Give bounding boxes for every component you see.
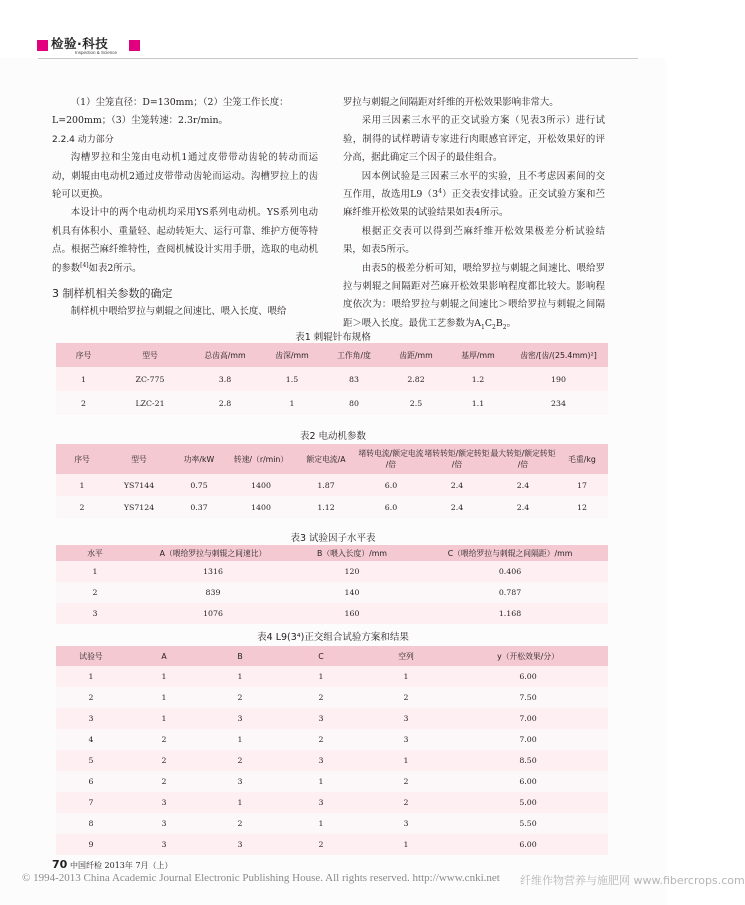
journal-section-subtitle: Inspection & Science <box>75 50 118 55</box>
table-cell: 9 <box>56 834 126 855</box>
table-cell: ZC-775 <box>111 367 189 391</box>
table-header: C（喂给罗拉与刺辊之间隔距）/mm <box>412 545 608 561</box>
section-heading: 3 制样机相关参数的确定 <box>52 287 173 301</box>
table-cell: 1.5 <box>261 367 323 391</box>
header-square-left <box>37 40 48 51</box>
table3-caption: 表3 试验因子水平表 <box>290 533 376 544</box>
table-cell: 2 <box>364 771 448 792</box>
table-row <box>56 834 608 855</box>
table-cell: 1076 <box>134 603 292 624</box>
table-cell: 3 <box>202 834 278 855</box>
table-cell: 3 <box>278 708 364 729</box>
table-cell: YS7124 <box>108 496 170 518</box>
table-cell: 140 <box>292 582 412 603</box>
paragraph: 采用三因素三水平的正交试验方案（见表3所示）进行试验，制得的试样聘请专家进行肉眼感官评定，开松效果好的评分高，据此确定三个因子的最佳组合。 <box>343 115 605 164</box>
table-header: A <box>126 646 202 666</box>
table-cell: 2 <box>56 582 134 603</box>
table-cell: 2 <box>126 771 202 792</box>
table2-caption: 表2 电动机参数 <box>299 431 367 442</box>
table-cell: 1 <box>278 771 364 792</box>
table-header: C <box>278 646 364 666</box>
table-cell: 3 <box>56 708 126 729</box>
table-header-row <box>56 545 608 561</box>
table-cell: 2 <box>364 687 448 708</box>
table-cell: 83 <box>323 367 385 391</box>
table-cell: 839 <box>134 582 292 603</box>
table-header-row <box>56 646 608 666</box>
table-row <box>56 474 608 496</box>
table-header: y（开松效果/分） <box>448 646 608 666</box>
table-cell: 2 <box>56 391 111 415</box>
table-cell: 1 <box>56 561 134 582</box>
table-cell: 1 <box>202 792 278 813</box>
table-cell: 7 <box>56 792 126 813</box>
table-header: B（喂入长度）/mm <box>292 545 412 561</box>
table-cell: 2.4 <box>424 474 490 496</box>
table-cell: 5.00 <box>448 792 608 813</box>
table-header: 工作角/度 <box>323 343 385 367</box>
table-cell: 3 <box>56 603 134 624</box>
table-cell: 2 <box>202 813 278 834</box>
table-header: 额定电流/A <box>294 444 358 474</box>
table4-caption: 表4 L9(3⁴)正交组合试验方案和结果 <box>257 632 409 643</box>
table-row <box>56 750 608 771</box>
table-cell: 2.4 <box>490 496 556 518</box>
paragraph: 罗拉与刺辊之间隔距对纤维的开松效果影响非常大。 <box>343 97 559 108</box>
paragraph: L=200mm；（3）尘笼转速：2.3r/min。 <box>52 115 228 127</box>
table-cell: 2.82 <box>385 367 447 391</box>
table-header: 空列 <box>364 646 448 666</box>
table-cell: 8 <box>56 813 126 834</box>
table-row <box>56 792 608 813</box>
table-row <box>56 496 608 518</box>
table-cell: 1 <box>126 687 202 708</box>
table-header: 基厚/mm <box>447 343 509 367</box>
table-cell: 5.50 <box>448 813 608 834</box>
table-cell: 1 <box>261 391 323 415</box>
table-cell: 80 <box>323 391 385 415</box>
table-cell: 2.4 <box>490 474 556 496</box>
table-cell: 3 <box>126 813 202 834</box>
table-cell: 1 <box>56 666 126 687</box>
table-cell: 2 <box>364 792 448 813</box>
table-row <box>56 771 608 792</box>
table-cell: 3 <box>364 813 448 834</box>
paragraph: （1）尘笼直径：D=130mm；（2）尘笼工作长度： <box>70 97 289 108</box>
table-cell: 2.4 <box>424 496 490 518</box>
table-row <box>56 603 608 624</box>
table-row <box>56 582 608 603</box>
right-column <box>343 94 605 333</box>
table-cell: 3 <box>202 708 278 729</box>
table-cell: 1.12 <box>294 496 358 518</box>
table-cell: 1 <box>202 666 278 687</box>
table-cell: 2 <box>202 687 278 708</box>
table-cell: 5 <box>56 750 126 771</box>
table-cell: 3 <box>126 834 202 855</box>
paragraph: 制样机中喂给罗拉与刺辊之间速比、喂入长度、喂给 <box>70 306 287 318</box>
table-header: 堵转电流/额定电流 /倍 <box>358 444 424 474</box>
table-cell: 1 <box>126 708 202 729</box>
table-row <box>56 813 608 834</box>
table-cell: 234 <box>509 391 608 415</box>
table-header: 试验号 <box>56 646 126 666</box>
table-row <box>56 729 608 750</box>
table4 <box>56 646 608 855</box>
table-cell: 6 <box>56 771 126 792</box>
table-cell: 0.406 <box>412 561 608 582</box>
paragraph: 由表5的极差分析可知，喂给罗拉与刺辊之间速比、喂给罗拉与刺辊之间隔距对苎麻开松效果影响程度都比较大。影响程度依次为：喂给罗拉与刺辊之间速比＞喂给罗拉与刺辊之间隔距＞喂入长度。最优工艺参数为$A_1C_2B_2$。 <box>343 262 605 331</box>
table-header: 堵转转矩/额定转矩 /倍 <box>424 444 490 474</box>
table-cell: 2 <box>278 687 364 708</box>
table-cell: 3 <box>278 792 364 813</box>
table-row <box>56 367 608 391</box>
table-cell: 1 <box>364 750 448 771</box>
table-cell: 3 <box>278 750 364 771</box>
table-cell: 3 <box>202 771 278 792</box>
table-cell: 2 <box>126 750 202 771</box>
table-row <box>56 666 608 687</box>
table-header: 总齿高/mm <box>189 343 261 367</box>
table-cell: 0.75 <box>170 474 228 496</box>
copyright-notice: © 1994-2013 China Academic Journal Electronic Publishing House. All rights reserved. http://www.cnki.net <box>22 872 500 884</box>
table-row <box>56 687 608 708</box>
table-header: 齿密/[齿/(25.4mm)²] <box>509 343 608 367</box>
citation: [4] <box>80 261 89 269</box>
table-cell: 2 <box>202 750 278 771</box>
table-cell: 7.00 <box>448 729 608 750</box>
table-cell: 2 <box>56 496 108 518</box>
paragraph: 沟槽罗拉和尘笼由电动机1通过皮带带动齿轮的转动而运动，刺辊由电动机2通过皮带带动齿轮而运动。沟槽罗拉上的齿轮可以更换。 <box>52 152 318 201</box>
table-cell: 6.00 <box>448 666 608 687</box>
table-row <box>56 391 608 415</box>
table-header: 功率/kW <box>170 444 228 474</box>
table-header: 序号 <box>56 343 111 367</box>
table-header-row <box>56 444 608 474</box>
table-header: 型号 <box>111 343 189 367</box>
table-cell: 2 <box>56 687 126 708</box>
paragraph: 根据正交表可以得到苎麻纤维开松效果极差分析试验结果，如表5所示。 <box>343 225 605 256</box>
table-header: 齿距/mm <box>385 343 447 367</box>
table-cell: 7.00 <box>448 708 608 729</box>
table-header: 齿深/mm <box>261 343 323 367</box>
table-header: B <box>202 646 278 666</box>
table-cell: 1.2 <box>447 367 509 391</box>
table-cell: 1316 <box>134 561 292 582</box>
table-header: 转速/（r/min） <box>228 444 294 474</box>
table-cell: 3 <box>126 792 202 813</box>
subsection-heading: 2.2.4 动力部分 <box>52 134 114 145</box>
table-cell: 17 <box>556 474 608 496</box>
table-cell: 8.50 <box>448 750 608 771</box>
table-cell: 2 <box>278 729 364 750</box>
table-cell: 1 <box>126 666 202 687</box>
table-cell: 3 <box>364 729 448 750</box>
header-rule <box>38 58 638 59</box>
table-cell: 2 <box>278 834 364 855</box>
journal-section-title: 检验·科技 <box>51 36 109 51</box>
table3 <box>56 545 608 624</box>
table1-caption: 表1 刺辊针布规格 <box>295 332 371 343</box>
table-cell: 6.0 <box>358 496 424 518</box>
table-row <box>56 708 608 729</box>
header-square-right <box>129 40 140 51</box>
table-cell: 1 <box>278 666 364 687</box>
table-header: 最大转矩/额定转矩 /倍 <box>490 444 556 474</box>
table-cell: 1 <box>56 474 108 496</box>
table-header: 型号 <box>108 444 170 474</box>
left-column <box>52 94 318 321</box>
table-cell: 3 <box>364 708 448 729</box>
table-cell: 4 <box>56 729 126 750</box>
table-cell: 160 <box>292 603 412 624</box>
table-cell: 1 <box>278 813 364 834</box>
table-cell: 1 <box>364 834 448 855</box>
table-cell: 7.50 <box>448 687 608 708</box>
table-cell: 1 <box>202 729 278 750</box>
table-cell: YS7144 <box>108 474 170 496</box>
journal-issue: 中国纤检 2013年 7月（上） <box>70 861 173 870</box>
paragraph: 本设计中的两个电动机均采用YS系列电动机。YS系列电动机具有体积小、重量轻、起动转矩大、运行可靠、维护方便等特点。根据苎麻纤维特性，查阅机械设计实用手册，选取的电动机的参数[4]如表2所示。 <box>52 207 318 274</box>
table-cell: 1400 <box>228 474 294 496</box>
table-cell: 6.00 <box>448 834 608 855</box>
table-header: 水平 <box>56 545 134 561</box>
table1 <box>56 343 608 415</box>
table-row <box>56 561 608 582</box>
table2 <box>56 444 608 518</box>
table-cell: 1 <box>364 666 448 687</box>
table-cell: 2 <box>126 729 202 750</box>
watermark: 纤维作物营养与施肥网 www.fibercrops.com <box>520 874 745 887</box>
table-cell: 0.787 <box>412 582 608 603</box>
table-cell: 2.5 <box>385 391 447 415</box>
table-cell: 120 <box>292 561 412 582</box>
table-cell: 1.168 <box>412 603 608 624</box>
table-header: 毛重/kg <box>556 444 608 474</box>
table-cell: 0.37 <box>170 496 228 518</box>
table-cell: 1 <box>56 367 111 391</box>
table-header: 序号 <box>56 444 108 474</box>
table-cell: 3.8 <box>189 367 261 391</box>
table-cell: LZC-21 <box>111 391 189 415</box>
table-header-row <box>56 343 608 367</box>
table-cell: 6.00 <box>448 771 608 792</box>
table-cell: 1.1 <box>447 391 509 415</box>
table-cell: 12 <box>556 496 608 518</box>
table-cell: 2.8 <box>189 391 261 415</box>
paragraph: 因本例试验是三因素三水平的实验，且不考虑因素间的交互作用，故选用$L9(3^4)$正交表安排试验。正交试验方案和苎麻纤维开松效果的试验结果如表4所示。 <box>343 170 605 219</box>
page-number: 70 <box>52 858 68 871</box>
table-header: A（喂给罗拉与刺辊之间速比） <box>134 545 292 561</box>
table-cell: 6.0 <box>358 474 424 496</box>
table-cell: 190 <box>509 367 608 391</box>
table-cell: 1400 <box>228 496 294 518</box>
table-cell: 1.87 <box>294 474 358 496</box>
